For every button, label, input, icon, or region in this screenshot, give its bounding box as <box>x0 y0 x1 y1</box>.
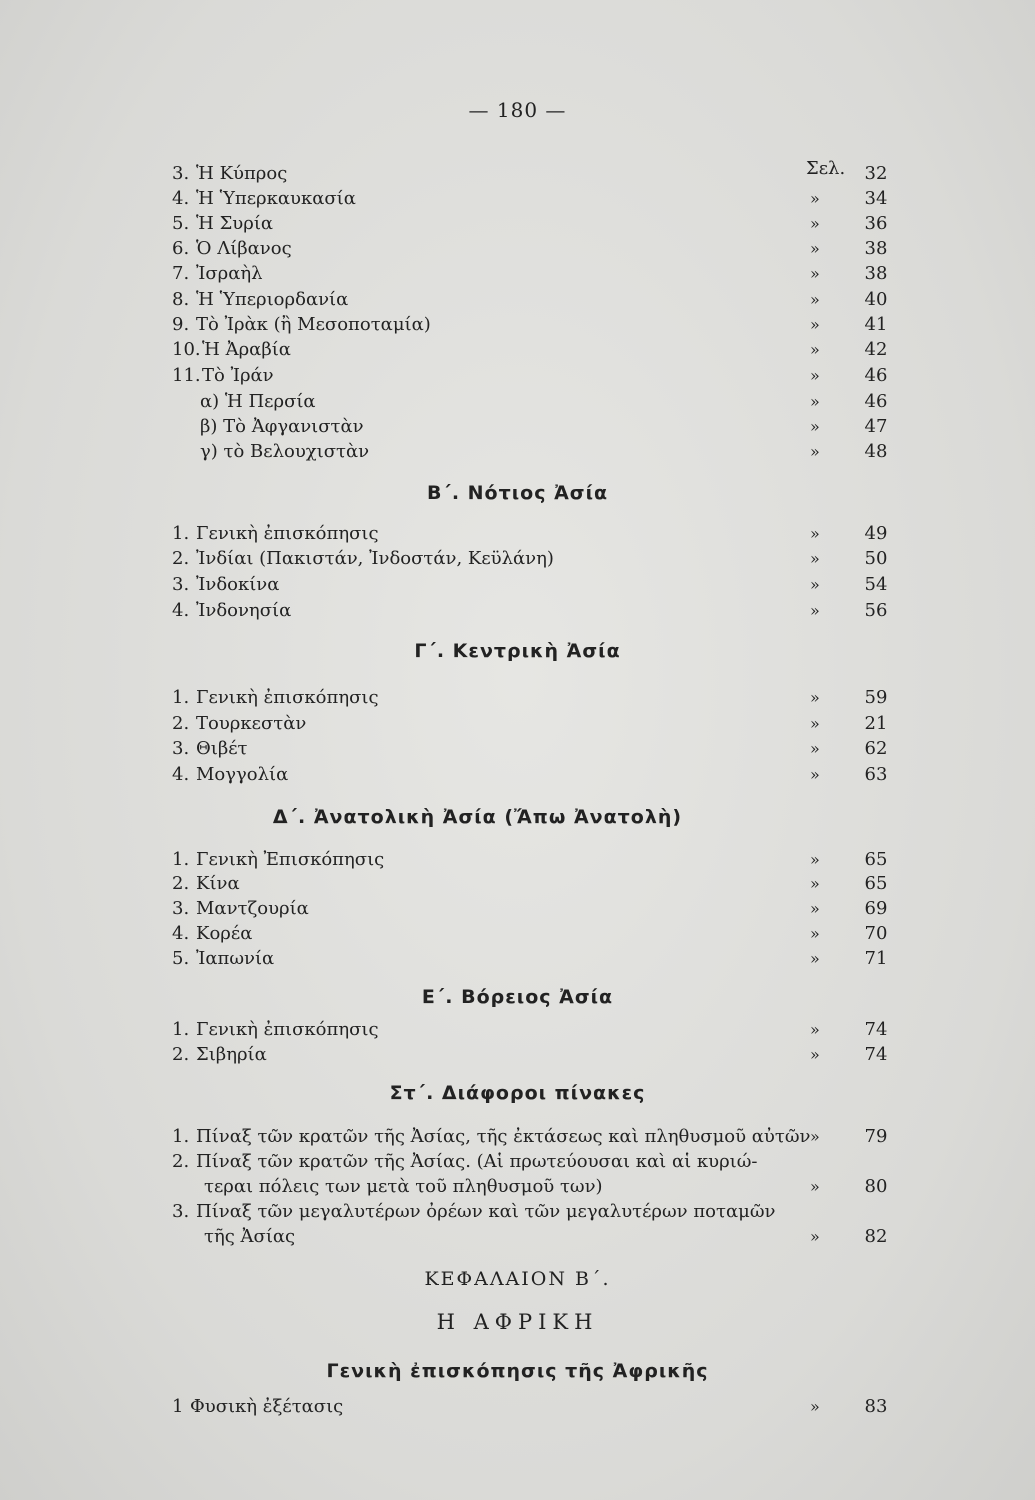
entry-number: 3. <box>172 898 190 919</box>
toc-entry <box>172 573 792 597</box>
entry-title: Κίνα <box>196 873 240 894</box>
page-column-label: Σελ. <box>806 158 846 179</box>
entry-number: 1 <box>172 1396 184 1417</box>
ditto-mark: » <box>810 688 820 707</box>
page-reference: 49 <box>864 523 888 544</box>
page-reference: 34 <box>864 188 888 209</box>
entry-number: 6. <box>172 238 190 259</box>
page-reference: 65 <box>864 873 888 894</box>
entry-title: β) Τὸ Ἀφγανιστὰν <box>200 416 364 437</box>
ditto-mark: » <box>810 601 820 620</box>
section-heading: Δ΄. Ἀνατολικὴ Ἀσία (Ἄπω Ἀνατολὴ) <box>272 806 683 828</box>
entry-number: 2. <box>172 1044 190 1065</box>
entry-title: α) Ἡ Περσία <box>200 391 316 412</box>
section-heading: Γ΄. Κεντρικὴ Ἀσία <box>414 640 621 662</box>
toc-entry <box>172 1150 792 1174</box>
entry-title: Μαντζουρία <box>196 898 309 919</box>
section-heading: Β΄. Νότιος Ἀσία <box>426 482 609 504</box>
entry-title: Φυσικὴ ἐξέτασις <box>190 1396 344 1417</box>
entry-number: 2. <box>172 713 190 734</box>
toc-entry <box>172 1200 792 1224</box>
toc-entry <box>172 522 792 546</box>
page-number: — 180 — <box>468 98 567 122</box>
page-reference: 41 <box>864 314 888 335</box>
entry-title: Ἡ Ὑπεριορδανία <box>196 289 349 310</box>
entry-title: Μογγολία <box>196 764 289 785</box>
page-reference: 82 <box>864 1226 888 1247</box>
page-reference: 79 <box>864 1126 888 1147</box>
ditto-mark: » <box>810 1127 820 1146</box>
toc-entry <box>172 212 792 236</box>
page-reference: 56 <box>864 600 888 621</box>
page-reference: 32 <box>864 163 888 184</box>
entry-number: 4. <box>172 188 190 209</box>
entry-number: 1. <box>172 523 190 544</box>
ditto-mark: » <box>810 290 820 309</box>
entry-title: Γενικὴ ἐπισκόπησις <box>196 687 379 708</box>
entry-number: 4. <box>172 923 190 944</box>
entry-title: Κορέα <box>196 923 253 944</box>
ditto-mark: » <box>810 214 820 233</box>
toc-entry <box>172 262 792 286</box>
entry-title: Τουρκεστὰν <box>196 713 307 734</box>
page-reference: 83 <box>864 1396 888 1417</box>
entry-continuation: τῆς Ἀσίας <box>204 1226 296 1247</box>
toc-entry <box>172 288 792 312</box>
page-reference: 71 <box>864 948 888 969</box>
entry-title: Ἡ Ἀραβία <box>202 339 291 360</box>
ditto-mark: » <box>810 189 820 208</box>
entry-title: Γενικὴ ἐπισκόπησις <box>196 523 379 544</box>
section-heading: Γενικὴ ἐπισκόπησις τῆς Ἀφρικῆς <box>326 1360 709 1382</box>
entry-number: 3. <box>172 1201 190 1222</box>
page-reference: 74 <box>864 1044 888 1065</box>
entry-number: 2. <box>172 548 190 569</box>
entry-title: Ἡ Κύπρος <box>196 163 288 184</box>
entry-number: 4. <box>172 764 190 785</box>
ditto-mark: » <box>810 949 820 968</box>
toc-entry <box>172 947 792 971</box>
entry-number: 3. <box>172 163 190 184</box>
ditto-mark: » <box>810 524 820 543</box>
entry-title: γ) τὸ Βελουχιστὰν <box>200 441 370 462</box>
toc-entry <box>172 763 792 787</box>
page-reference: 74 <box>864 1019 888 1040</box>
entry-number: 10. <box>172 339 201 360</box>
page-reference: 62 <box>864 738 888 759</box>
entry-title: Γενικὴ Ἐπισκόπησις <box>196 849 385 870</box>
ditto-mark: » <box>810 899 820 918</box>
ditto-mark: » <box>810 442 820 461</box>
ditto-mark: » <box>810 765 820 784</box>
toc-entry <box>172 162 792 186</box>
toc-entry <box>172 848 792 872</box>
entry-title: Ἰαπωνία <box>196 948 275 969</box>
ditto-mark: » <box>810 264 820 283</box>
entry-number: 2. <box>172 1151 190 1172</box>
entry-title: Τὸ Ἰράν <box>202 365 274 386</box>
toc-entry <box>172 737 792 761</box>
ditto-mark: » <box>810 924 820 943</box>
page-reference: 70 <box>864 923 888 944</box>
entry-number: 11. <box>172 365 201 386</box>
entry-title: Σιβηρία <box>196 1044 267 1065</box>
ditto-mark: » <box>810 340 820 359</box>
page-reference: 48 <box>864 441 888 462</box>
entry-continuation: τεραι πόλεις των μετὰ τοῦ πληθυσμοῦ των) <box>204 1176 603 1197</box>
entry-title: Ἡ Ὑπερκαυκασία <box>196 188 356 209</box>
page-reference: 40 <box>864 289 888 310</box>
ditto-mark: » <box>810 739 820 758</box>
entry-title: Ἰνδοκίνα <box>196 574 280 595</box>
entry-number: 3. <box>172 738 190 759</box>
toc-entry <box>172 415 792 439</box>
toc-entry <box>172 1043 792 1067</box>
entry-title: Θιβέτ <box>196 738 248 759</box>
page-reference: 50 <box>864 548 888 569</box>
entry-number: 1. <box>172 1126 190 1147</box>
ditto-mark: » <box>810 315 820 334</box>
page-reference: 59 <box>864 687 888 708</box>
ditto-mark: » <box>810 549 820 568</box>
toc-entry <box>172 1125 811 1149</box>
ditto-mark: » <box>810 1177 820 1196</box>
toc-entry <box>172 872 792 896</box>
ditto-mark: » <box>810 850 820 869</box>
entry-number: 4. <box>172 600 190 621</box>
page-reference: 36 <box>864 213 888 234</box>
entry-title: Τὸ Ἰρὰκ (ἢ Μεσοποταμία) <box>196 314 431 335</box>
toc-entry <box>172 897 792 921</box>
toc-entry <box>172 1018 792 1042</box>
entry-title: Πίναξ τῶν κρατῶν τῆς Ἀσίας. (Αἱ πρωτεύουσαι καὶ αἱ κυριώ- <box>196 1151 758 1172</box>
entry-title: Πίναξ τῶν κρατῶν τῆς Ἀσίας, τῆς ἐκτάσεως καὶ πληθυσμοῦ αὐτῶν <box>196 1126 811 1147</box>
chapter-label: ΚΕΦΑΛΑΙΟΝ Β΄. <box>424 1268 611 1290</box>
page-reference: 46 <box>864 391 888 412</box>
page-reference: 54 <box>864 574 888 595</box>
ditto-mark: » <box>810 714 820 733</box>
page-reference: 65 <box>864 849 888 870</box>
entry-title: Ἡ Συρία <box>196 213 274 234</box>
ditto-mark: » <box>810 239 820 258</box>
entry-title: Γενικὴ ἐπισκόπησις <box>196 1019 379 1040</box>
entry-number: 7. <box>172 263 190 284</box>
page-reference: 38 <box>864 263 888 284</box>
ditto-mark: » <box>810 874 820 893</box>
entry-title: Πίναξ τῶν μεγαλυτέρων ὀρέων καὶ τῶν μεγαλυτέρων ποταμῶν <box>196 1201 776 1222</box>
ditto-mark: » <box>810 392 820 411</box>
toc-entry <box>172 338 792 362</box>
entry-title: Ἰσραὴλ <box>196 263 263 284</box>
entry-title: Ἰνδονησία <box>196 600 292 621</box>
section-heading: Στ΄. Διάφοροι πίνακες <box>389 1082 646 1104</box>
entry-number: 3. <box>172 574 190 595</box>
page-reference: 38 <box>864 238 888 259</box>
toc-entry <box>172 364 792 388</box>
toc-entry <box>172 547 792 571</box>
toc-entry <box>172 712 792 736</box>
page-reference: 63 <box>864 764 888 785</box>
toc-entry <box>172 237 792 261</box>
toc-entry <box>172 313 792 337</box>
ditto-mark: » <box>810 1020 820 1039</box>
toc-entry <box>172 922 792 946</box>
page-reference: 46 <box>864 365 888 386</box>
section-heading: Ε΄. Βόρειος Ἀσία <box>421 986 614 1008</box>
entry-number: 8. <box>172 289 190 310</box>
ditto-mark: » <box>810 575 820 594</box>
chapter-title: Η ΑΦΡΙΚΗ <box>436 1310 599 1334</box>
entry-number: 5. <box>172 948 190 969</box>
entry-title: Ὁ Λίβανος <box>196 238 292 259</box>
toc-entry <box>172 440 792 464</box>
toc-entry <box>172 686 792 710</box>
ditto-mark: » <box>810 417 820 436</box>
page-reference: 80 <box>864 1176 888 1197</box>
entry-number: 2. <box>172 873 190 894</box>
page-reference: 69 <box>864 898 888 919</box>
page-reference: 47 <box>864 416 888 437</box>
entry-title: Ἰνδίαι (Πακιστάν, Ἰνδοστάν, Κεϋλάνη) <box>196 548 554 569</box>
entry-number: 1. <box>172 849 190 870</box>
entry-number: 5. <box>172 213 190 234</box>
toc-entry <box>172 187 792 211</box>
ditto-mark: » <box>810 1045 820 1064</box>
ditto-mark: » <box>810 1227 820 1246</box>
page-reference: 21 <box>864 713 888 734</box>
entry-number: 1. <box>172 687 190 708</box>
page-reference: 42 <box>864 339 888 360</box>
entry-number: 1. <box>172 1019 190 1040</box>
toc-entry <box>172 390 792 414</box>
toc-entry <box>172 1395 792 1419</box>
ditto-mark: » <box>810 1397 820 1416</box>
toc-entry <box>172 599 792 623</box>
ditto-mark: » <box>810 366 820 385</box>
entry-number: 9. <box>172 314 190 335</box>
